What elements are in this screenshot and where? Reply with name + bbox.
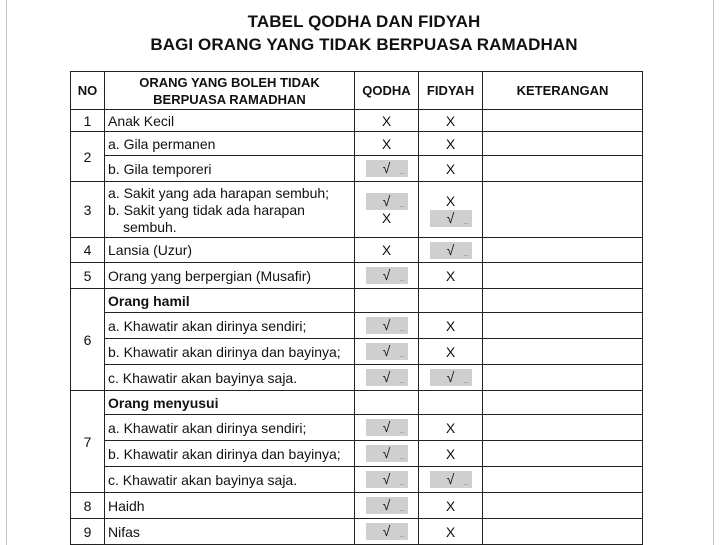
cross-mark: X	[381, 209, 392, 226]
qodha-cell	[355, 182, 419, 238]
row-description: c. Khawatir akan bayinya saja.	[105, 365, 355, 391]
check-mark-icon: √ ...	[366, 369, 408, 386]
notes-cell	[483, 313, 643, 339]
notes-cell	[483, 415, 643, 441]
row-description-a: a. Sakit yang ada harapan sembuh;	[108, 184, 330, 201]
group-heading: Orang hamil	[105, 289, 355, 313]
qodha-cell	[355, 156, 419, 182]
row-number: 2	[71, 132, 105, 182]
row-number: 5	[71, 263, 105, 289]
table-row	[71, 289, 643, 313]
group-heading: Orang menyusui	[105, 391, 355, 415]
row-description	[105, 182, 355, 238]
header-person-line1: ORANG YANG BOLEH TIDAK	[139, 74, 320, 90]
header-notes: KETERANGAN	[483, 72, 643, 110]
document-title: TABEL QODHA DAN FIDYAH	[247, 12, 481, 31]
notes-cell	[483, 339, 643, 365]
qodha-fidyah-table	[70, 71, 643, 545]
row-description-b-cont: sembuh.	[123, 218, 177, 235]
table-row	[71, 156, 643, 182]
qodha-cell: X	[355, 110, 419, 132]
fidyah-cell: X	[419, 339, 483, 365]
table-row	[71, 110, 643, 132]
cross-mark: X	[445, 192, 456, 209]
table-row	[71, 519, 643, 545]
check-mark-icon: √ ...	[366, 193, 408, 210]
fidyah-cell	[419, 467, 483, 493]
qodha-cell	[355, 493, 419, 519]
notes-cell	[483, 365, 643, 391]
fidyah-cell: X	[419, 110, 483, 132]
fidyah-cell: X	[419, 132, 483, 156]
notes-cell	[483, 156, 643, 182]
qodha-cell: X	[355, 132, 419, 156]
fidyah-cell	[419, 238, 483, 263]
header-no: NO	[71, 72, 105, 110]
qodha-cell	[355, 339, 419, 365]
fidyah-cell: X	[419, 519, 483, 545]
row-description: Nifas	[105, 519, 355, 545]
notes-cell	[483, 110, 643, 132]
fidyah-cell	[419, 365, 483, 391]
row-description: c. Khawatir akan bayinya saja.	[105, 467, 355, 493]
page-edge-right	[713, 0, 714, 545]
page-edge-left	[6, 0, 7, 545]
document-subtitle: BAGI ORANG YANG TIDAK BERPUASA RAMADHAN	[150, 35, 578, 54]
row-number: 9	[71, 519, 105, 545]
row-description: a. Khawatir akan dirinya sendiri;	[105, 313, 355, 339]
qodha-cell	[355, 519, 419, 545]
table-row	[71, 132, 643, 156]
header-qodha: QODHA	[355, 72, 419, 110]
qodha-cell: X	[355, 238, 419, 263]
notes-cell	[483, 263, 643, 289]
table-row	[71, 415, 643, 441]
check-mark-icon: √ ...	[366, 267, 408, 284]
check-mark-icon: √ ...	[366, 497, 408, 514]
notes-cell	[483, 493, 643, 519]
table-row	[71, 238, 643, 263]
fidyah-cell: X	[419, 313, 483, 339]
qodha-cell	[355, 467, 419, 493]
row-description: b. Khawatir akan dirinya dan bayinya;	[105, 441, 355, 467]
table-row	[71, 441, 643, 467]
table-row	[71, 313, 643, 339]
fidyah-cell: X	[419, 441, 483, 467]
fidyah-cell	[419, 391, 483, 415]
check-mark-icon: √ ...	[366, 445, 408, 462]
table-row	[71, 339, 643, 365]
row-number: 3	[71, 182, 105, 238]
check-mark-icon: √ ...	[430, 471, 472, 488]
notes-cell	[483, 238, 643, 263]
check-mark-icon: √ ...	[366, 317, 408, 334]
qodha-cell	[355, 441, 419, 467]
row-number: 8	[71, 493, 105, 519]
row-description: b. Gila temporeri	[105, 156, 355, 182]
table-row	[71, 182, 643, 238]
header-person	[105, 72, 355, 110]
check-mark-icon: √ ...	[366, 471, 408, 488]
notes-cell	[483, 182, 643, 238]
fidyah-cell	[419, 289, 483, 313]
qodha-cell	[355, 263, 419, 289]
row-number: 7	[71, 391, 105, 493]
header-person-line2: BERPUASA RAMADHAN	[153, 91, 306, 107]
row-number: 1	[71, 110, 105, 132]
table-row	[71, 467, 643, 493]
row-number: 6	[71, 289, 105, 391]
row-description: a. Gila permanen	[105, 132, 355, 156]
row-description: Anak Kecil	[105, 110, 355, 132]
table-row	[71, 365, 643, 391]
table-header-row	[71, 72, 643, 110]
row-number: 4	[71, 238, 105, 263]
fidyah-cell: X	[419, 493, 483, 519]
qodha-cell	[355, 289, 419, 313]
notes-cell	[483, 132, 643, 156]
row-description: a. Khawatir akan dirinya sendiri;	[105, 415, 355, 441]
row-description: Orang yang berpergian (Musafir)	[105, 263, 355, 289]
table-row	[71, 493, 643, 519]
check-mark-icon: √ ...	[430, 242, 472, 259]
fidyah-cell: X	[419, 263, 483, 289]
fidyah-cell	[419, 182, 483, 238]
table-row	[71, 263, 643, 289]
table-row	[71, 391, 643, 415]
qodha-cell	[355, 313, 419, 339]
check-mark-icon: √ ...	[366, 160, 408, 177]
check-mark-icon: √ ...	[430, 210, 472, 227]
notes-cell	[483, 289, 643, 313]
notes-cell	[483, 441, 643, 467]
row-description: Lansia (Uzur)	[105, 238, 355, 263]
notes-cell	[483, 391, 643, 415]
notes-cell	[483, 519, 643, 545]
check-mark-icon: √ ...	[366, 419, 408, 436]
header-fidyah: FIDYAH	[419, 72, 483, 110]
check-mark-icon: √ ...	[430, 369, 472, 386]
row-description: b. Khawatir akan dirinya dan bayinya;	[105, 339, 355, 365]
qodha-cell	[355, 365, 419, 391]
qodha-cell	[355, 391, 419, 415]
row-description-b: b. Sakit yang tidak ada harapan	[108, 201, 305, 218]
notes-cell	[483, 467, 643, 493]
fidyah-cell: X	[419, 415, 483, 441]
fidyah-cell: X	[419, 156, 483, 182]
check-mark-icon: √ ...	[366, 523, 408, 540]
row-description: Haidh	[105, 493, 355, 519]
qodha-cell	[355, 415, 419, 441]
check-mark-icon: √ ...	[366, 343, 408, 360]
